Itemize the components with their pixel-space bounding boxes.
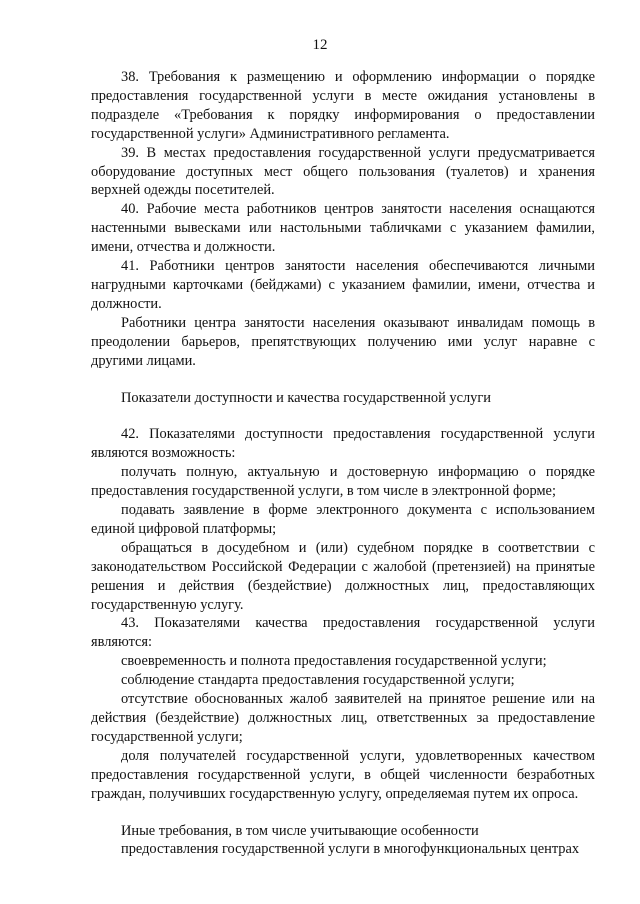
section-heading-accessibility: Показатели доступности и качества государственной услуги <box>121 389 491 406</box>
paragraph-38: 38. Требования к размещению и оформлению информации о порядке предоставления государственной услуги в месте ожидания установлены в подразделе «Требования к порядку информирования о предоставлении государственной услуги» Административного регламента. <box>91 69 595 142</box>
paragraph-42: 42. Показателями доступности предоставления государственной услуги являются возможность: <box>91 426 595 462</box>
paragraph-disabled-assistance: Работники центра занятости населения оказывают инвалидам помощь в преодолении барьеров, препятствующих получению ими услуг наравне с другими лицами. <box>91 314 595 369</box>
paragraph-39: 39. В местах предоставления государственной услуги предусматривается оборудование доступных мест общего пользования (туалетов) и хранения верхней одежды посетителей. <box>91 144 595 199</box>
paragraph-40: 40. Рабочие места работников центров занятости населения оснащаются настенными вывесками или настольными табличками с указанием фамилии, имени, отчества и должности. <box>91 201 595 256</box>
list-item-information: получать полную, актуальную и достоверную информацию о порядке предоставления государственной услуги, в том числе в электронной форме; <box>91 464 595 500</box>
paragraph-43: 43. Показателями качества предоставления государственной услуги являются: <box>91 615 595 651</box>
section-heading-other-requirements-line-1: Иные требования, в том числе учитывающие особенности <box>121 822 479 839</box>
list-item-appeal: обращаться в досудебном и (или) судебном порядке в соответствии с законодательством Российской Федерации с жалобой (претензией) на принятые решения и действия (бездействие) должностных лиц, предоставляющих государственную услугу. <box>91 539 595 613</box>
list-item-no-complaints: отсутствие обоснованных жалоб заявителей на принятое решение или на действия (бездействие) должностных лиц, ответственных за предоставление государственной услуги; <box>91 691 595 745</box>
paragraph-41: 41. Работники центров занятости населения обеспечиваются личными нагрудными карточками (бейджами) с указанием фамилии, имени, отчества и должности. <box>91 258 595 312</box>
document-body <box>91 68 595 859</box>
list-item-standard-compliance: соблюдение стандарта предоставления государственной услуги; <box>121 672 515 689</box>
section-heading-other-requirements-line-2: предоставления государственной услуги в многофункциональных центрах <box>121 841 580 858</box>
list-item-satisfaction-share: доля получателей государственной услуги, удовлетворенных качеством предоставления государственной услуги, в общей численности безработных граждан, получивших государственную услугу, определяемая путем их опроса. <box>91 747 595 802</box>
list-item-timeliness: своевременность и полнота предоставления государственной услуги; <box>121 653 547 670</box>
list-item-electronic-application: подавать заявление в форме электронного документа с использованием единой цифровой платформы; <box>91 502 595 537</box>
page-number: 12 <box>312 37 328 53</box>
